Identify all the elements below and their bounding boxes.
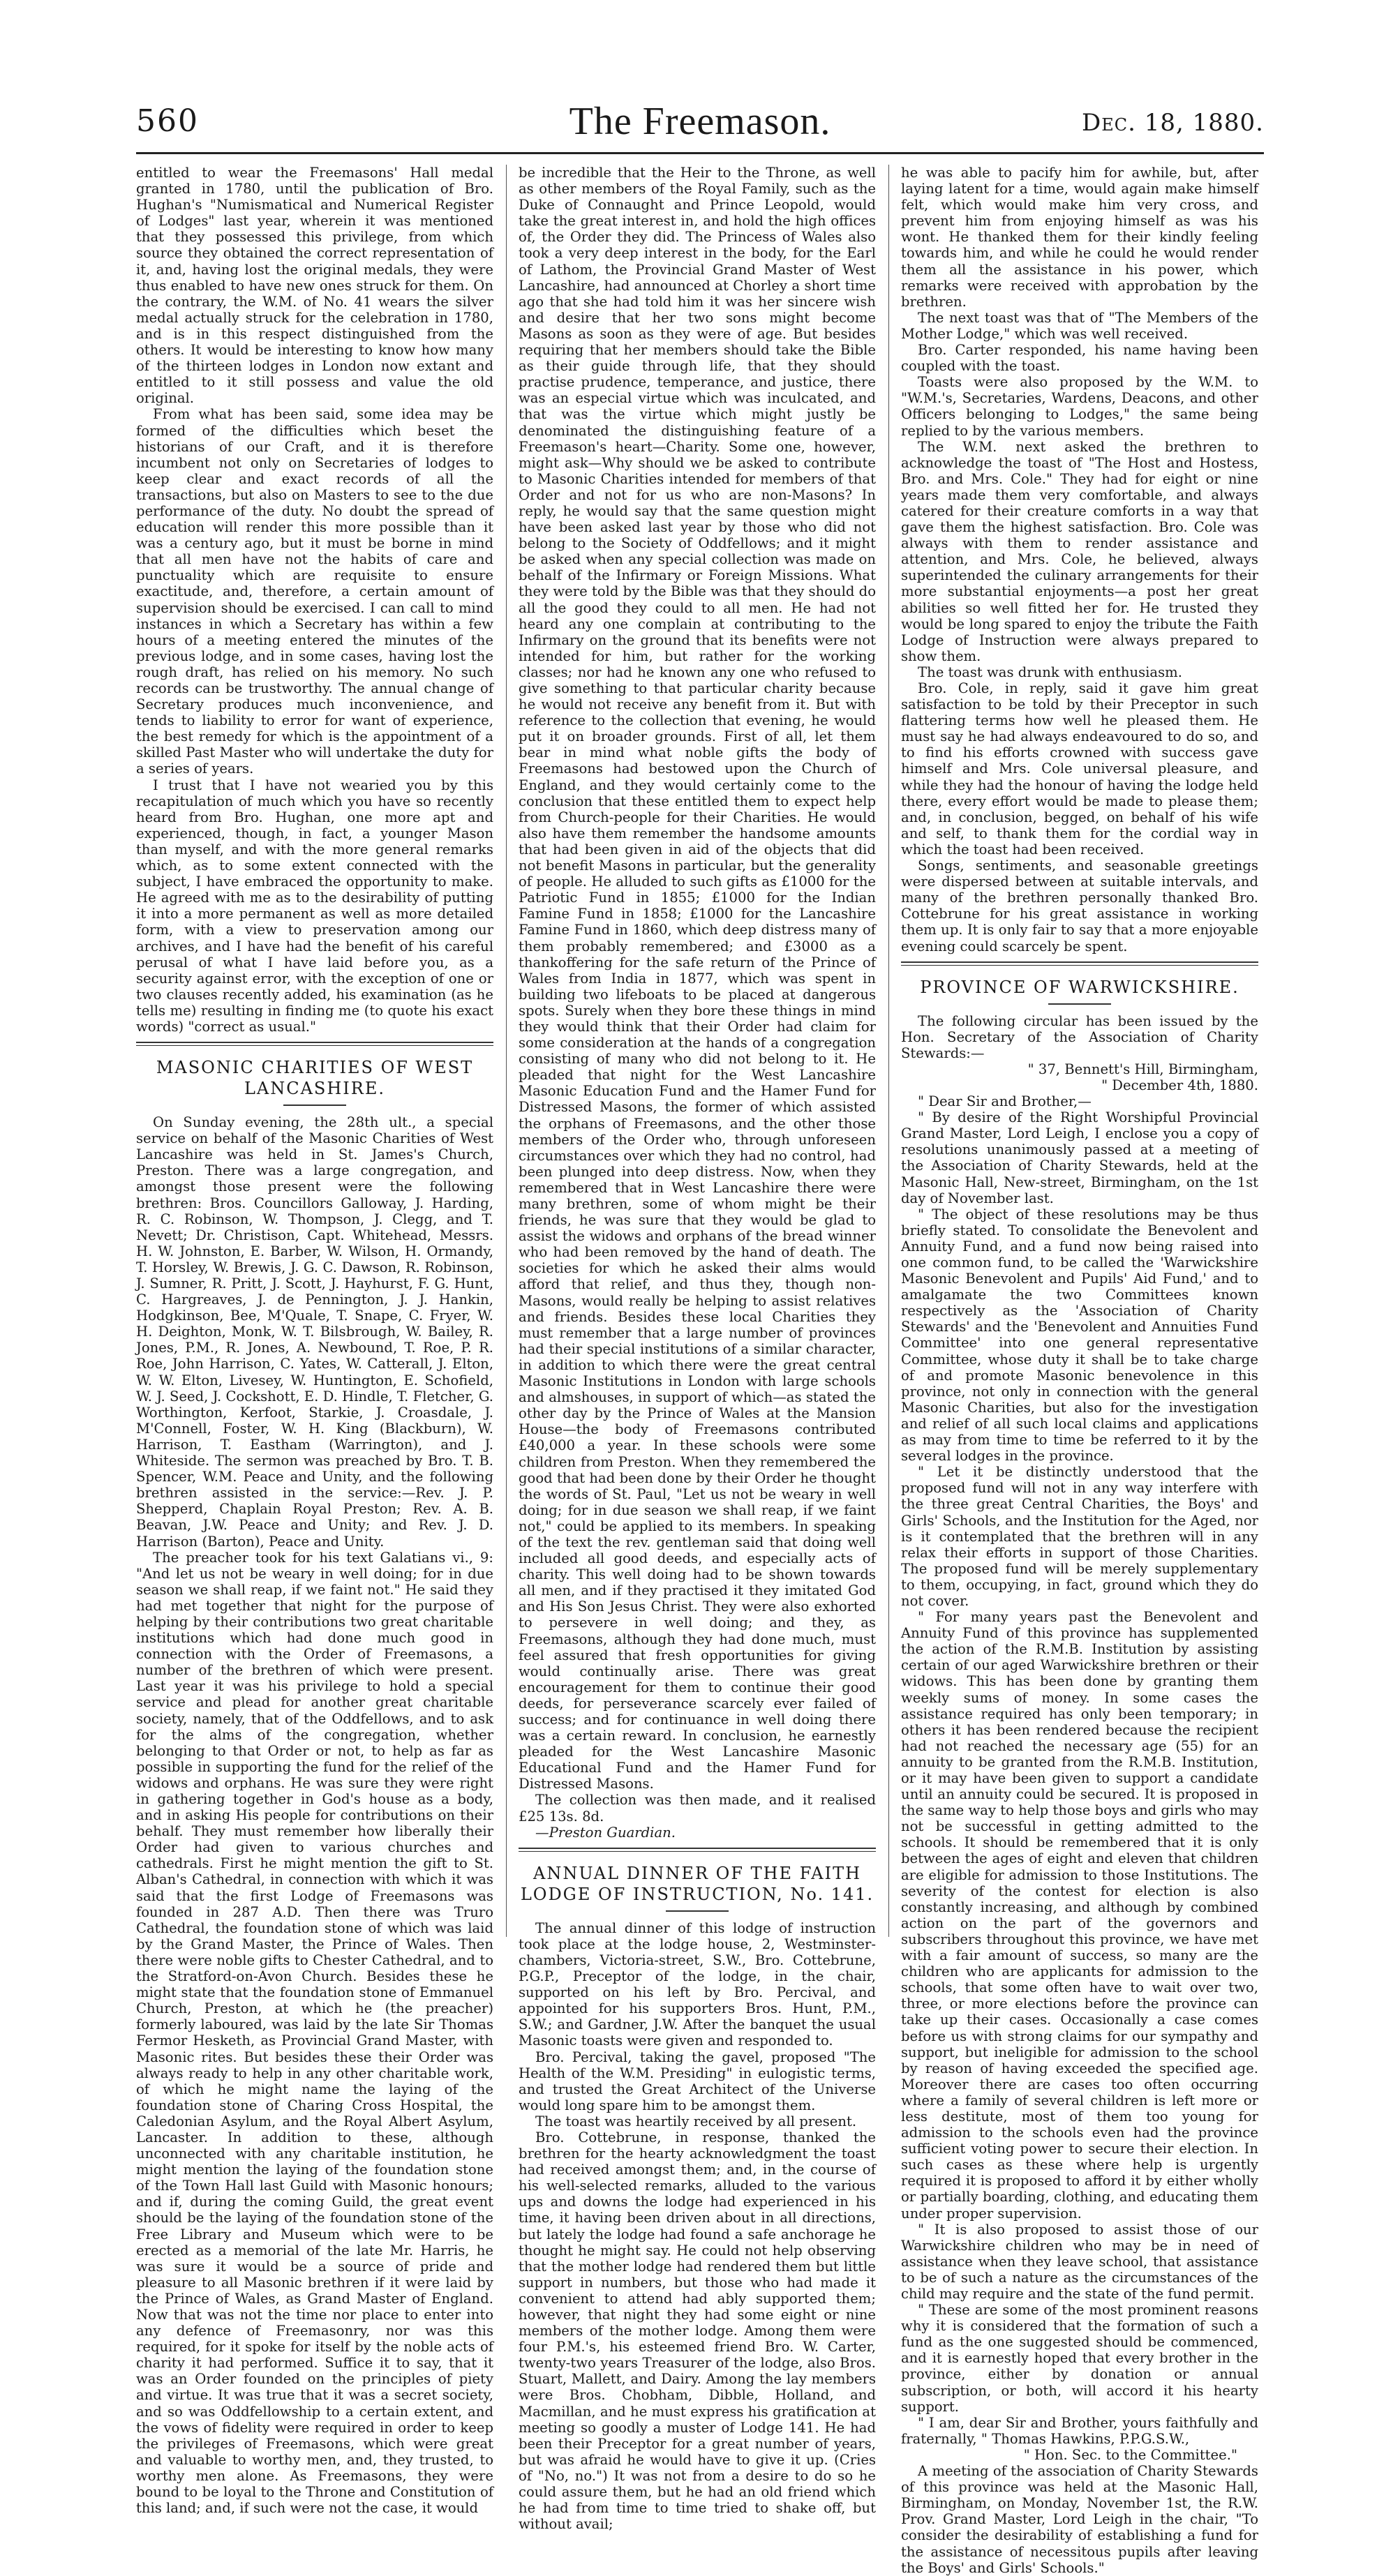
page-number: 560 — [136, 103, 199, 139]
column-2 — [519, 165, 876, 2533]
paragraph: On Sunday evening, the 28th ult., a special service on behalf of the Masonic Charities of West Lancashire was held in St. James's Church, Preston. There was a large congregation, and amongst those present were the following brethren: Bros. Councillors Galloway, J. Harding, R. C. Robinson, W. Thompson, J. Clegg, and T. Nevett; Dr. Christison, Capt. Whitehead, Messrs. H. W. Johnston, E. Barber, W. Wilson, H. Ormandy, T. Horsley, W. Brewis, J. G. C. Dawson, R. Robinson, J. Sumner, R. Pritt, J. Scott, J. Hayhurst, F. G. Hunt, C. Hargreaves, J. de Pennington, J. J. Hankin, Hodgkinson, Bee, M'Quale, T. Snape, C. Fryer, W. H. Deighton, Monk, W. T. Bilsbrough, W. Bailey, R. Jones, P.M., R. Jones, A. Newbound, T. Roe, P. R. Roe, John Harrison, C. Yates, W. Catterall, J. Elton, W. W. Elton, Livesey, W. Huntington, E. Schofield, W. J. Seed, J. Cockshott, E. D. Hindle, T. Fletcher, G. Worthington, Kerfoot, Starkie, J. Croasdale, J. M'Connell, Foster, W. H. King (Blackburn), W. Harrison, T. Eastham (Warrington), and J. Whiteside. The sermon was preached by Bro. T. B. Spencer, W.M. Peace and Unity, and the following brethren assisted in the service:—Rev. J. P. Shepperd, Chaplain Royal Preston; Rev. A. B. Beavan, J.W. Peace and Unity; and Rev. J. D. Harrison (Barton), Peace and Unity. — [136, 1114, 493, 1550]
letter-closing: " I am, dear Sir and Brother, yours faithfully and fraternally, " Thomas Hawkins, P.P.G.S.W., — [901, 2414, 1258, 2447]
section-heading: PROVINCE OF WARWICKSHIRE. — [920, 977, 1239, 997]
paragraph: Bro. Cole, in reply, said it gave him great satisfaction to be told by their Preceptor in such flattering terms how well he pleased them. He must say he had always endeavoured to do so, and to find his efforts crowned with success gave himself and Mrs. Cole universal pleasure, and while they had the honour of having the lodge held there, every effort would be made to please them; and, in conclusion, begged, on behalf of his wife and self, to thank them for the cordial way in which the toast had been received. — [901, 680, 1258, 858]
source-credit: —Preston Guardian. — [535, 1824, 676, 1841]
section-heading: MASONIC CHARITIES OF WEST LANCASHIRE. — [156, 1058, 474, 1099]
section-rule — [519, 1848, 876, 1852]
paragraph: " The object of these resolutions may be thus briefly stated. To consolidate the Benevolent and Annuity Fund, and a fund now being raised into one common fund, to be called the 'Warwickshire Masonic Benevolent and Pupils' Aid Fund,' and to amalgamate the two Committees known respectively as the 'Association of Charity Stewards' and the 'Benevolent and Annuities Fund Committee' into one general representative Committee, whose duty it shall be to take charge of and promote Masonic benevolence in this province, not only in connection with the general Masonic Charities, but also for the investigation and relief of all such local claims and applications as may from time to time be referred to it by the several lodges in the province. — [901, 1206, 1258, 1465]
paragraph: Bro. Carter responded, his name having been coupled with the toast. — [901, 342, 1258, 375]
paragraph: The toast was drunk with enthusiasm. — [918, 664, 1182, 680]
paragraph: Songs, sentiments, and seasonable greetings were dispersed between at suitable intervals, and many of the brethren personally thanked Bro. Cottebrune for his great assistance in working them up. It is only fair to say that a more enjoyable evening could scarcely be spent. — [901, 858, 1258, 954]
heading-rule — [666, 1910, 729, 1912]
column-divider — [506, 165, 507, 1937]
paragraph: " By desire of the Right Worshipful Provincial Grand Master, Lord Leigh, I enclose you a copy of resolutions unanimously passed at a meeting of the Association of Charity Stewards, held at the Masonic Hall, New-street, Birmingham, on the 1st day of November last. — [901, 1109, 1258, 1206]
paragraph: I trust that I have not wearied you by this recapitulation of much which you have so recently heard from Bro. Hughan, one more apt and experienced, though, in fact, a younger Mason than myself, and with the more general remarks which, as to some extent connected with the subject, I have embraced the opportunity to make. He agreed with me as to the desirability of putting it into a more permanent as well as more detailed form, with a view to preservation among our archives, and I have had the benefit of his careful perusal of what I have laid before you, as a security against error, with the exception of one or two clauses recently added, his examination (as he tells me) resulting in finding me (to quote his exact words) "correct as usual." — [136, 777, 493, 1035]
article-columns — [136, 165, 1264, 2576]
paragraph: A meeting of the association of Charity Stewards of this province was held at the Masonic Hall, Birmingham, on Monday, November 1st, the R.W. Prov. Grand Master, Lord Leigh in the chair, "To consider the desirability of establishing a fund for the assistance of necessitous pupils after leaving the Boys' and Girls' Schools." — [901, 2463, 1258, 2576]
header-rule — [136, 152, 1264, 154]
letter-signature: " Hon. Sec. to the Committee." — [1023, 2446, 1237, 2463]
paragraph: " These are some of the most prominent reasons why it is considered that the formation of such a fund as the one suggested should be commenced, and it is earnestly hoped that every brother in the province, either by donation or annual subscription, or both, will accord it his hearty support. — [901, 2302, 1258, 2415]
paragraph: Toasts were also proposed by the W.M. to "W.M.'s, Secretaries, Wardens, Deacons, and other Officers belonging to Lodges," the same being replied to by the various members. — [901, 374, 1258, 439]
paragraph: The collection was then made, and it realised £25 13s. 8d. — [519, 1792, 876, 1825]
paragraph: The W.M. next asked the brethren to acknowledge the toast of "The Host and Hostess, Bro. and Mrs. Cole." They had for eight or nine years made them very comfortable, and always catered for their creature comforts in a way that gave them the highest satisfaction. Bro. Cole was always with them to render assistance and attention, and Mrs. Cole, he believed, always superintended the culinary arrangements for their more substantial enjoyments—a post her great abilities so well fitted her for. He trusted they would be long spared to enjoy the tribute the Faith Lodge of Instruction were always prepared to show them. — [901, 438, 1258, 664]
paragraph: " For many years past the Benevolent and Annuity Fund of this province has supplemented the action of the R.M.B. Institution by assisting certain of our aged Warwickshire brethren or their widows. This has been done by granting them weekly sums of money. In some cases the assistance required has only been temporary; in others it has been rendered because the recipient had not reached the necessary age (55) for an annuity to be granted from the R.M.B. Institution, or it may have been given to support a candidate until an annuity could be secured. It is proposed in the same way to help those boys and girls who may not be successful in getting admitted to the schools. It should be remembered that it is only between the ages of eight and eleven that children are eligible for admission to those Institutions. The severity of the contest for election is also constantly increasing, and although by combined action on the part of the governors and subscribers throughout this province, we have met with a fair amount of success, so many are the children who are applicants for admission to the schools, that some often have to wait over two, three, or more elections before the province can take up their cases. Occasionally a case comes before us with strong claims for our sympathy and support, but ineligible for admission to the school by reason of having exceeded the specified age. Moreover there are cases too often occurring where a family of several children is left more or less destitute, most of them too young for admission to the schools even had the province sufficient voting power to secure their election. In such cases as these where help is urgently required it is proposed to afford it by either wholly or partially boarding, clothing, and educating them under proper supervision. — [901, 1609, 1258, 2222]
paragraph: " It is also proposed to assist those of our Warwickshire children who may be in need of assistance when they leave school, that assistance to be of such a nature as the circumstances of the child may require and the state of the fund permit. — [901, 2221, 1258, 2302]
masthead — [136, 100, 1264, 153]
paragraph: The preacher took for his text Galatians vi., 9: "And let us not be weary in well doing; for in due season we shall reap, if we faint not." He said they had met together that night for the purpose of helping by their contributions two great charitable institutions which had done much good in connection with the Order of Freemasons, a number of the brethren of which were present. Last year it was his privilege to hold a special service and plead for another great charitable society, namely, that of the Oddfellows, and to ask for the alms of the congregation, whether belonging to that Order or not, to help as far as possible in supporting the fund for the relief of the widows and orphans. He was sure they were right in gathering together in God's house as a body, and in asking His people for contributions on their behalf. They must remember how liberally their Order had given to various churches and cathedrals. First he might mention the gift to St. Alban's Cathedral, in connection with which it was said that the first Lodge of Freemasons was founded in 287 A.D. Then there was Truro Cathedral, the foundation stone of which was laid by the Grand Master, the Prince of Wales. Then there were noble gifts to Chester Cathedral, and to the Stratford-on-Avon Church. Besides these he might state that the foundation stone of Emmanuel Church, Preston, at which he (the preacher) formerly laboured, was laid by the late Sir Thomas Fermor Hesketh, as Provincial Grand Master, with Masonic rites. But besides these their Order was always ready to help in any other charitable work, of which he might name the laying of the foundation stone of Charing Cross Hospital, the Caledonian Asylum, and the Royal Albert Asylum, Lancaster. In addition to these, although unconnected with any charitable institution, he might mention the laying of the foundation stone of the Town Hall last Guild with Masonic honours; and if, during the coming Guild, the great event should be the laying of the foundation stone of the Free Library and Museum which were to be erected as a memorial of the late Mr. Harris, he was sure it would be a source of pride and pleasure to all Masonic brethren if it were laid by the Prince of Wales, as Grand Master of England. Now that was not the time nor place to enter into any defence of Freemasonry, nor was this required, for it spoke for itself by the noble acts of charity it had performed. Suffice it to say, that it was an Order founded on the principles of piety and virtue. It was true that it was a secret society, and so was Oddfellowship to a certain extent, and the vows of fidelity were required in order to keep the privileges of Freemasons, which were great and valuable to worthy men, and, they trusted, to worthy men alone. As Freemasons, they were bound to be loyal to the Throne and Constitution of this land; and, if such were not the case, it would — [136, 1549, 493, 2517]
letter-salutation: " Dear Sir and Brother,— — [918, 1093, 1092, 1110]
heading-rule — [1048, 1003, 1111, 1005]
section-rule — [901, 961, 1258, 966]
column-3 — [901, 165, 1258, 2576]
paragraph: The next toast was that of "The Members of the Mother Lodge," which was well received. — [901, 309, 1258, 342]
column-divider — [888, 165, 889, 1937]
heading-rule — [283, 1104, 346, 1106]
paragraph: Bro. Cottebrune, in response, thanked the brethren for the hearty acknowledgment the toast had received amongst them; and, in the course of his well-selected remarks, alluded to the various ups and downs the lodge had experienced in his time, it having been driven about in all directions, but lately the lodge had found a safe anchorage he thought he might say. He could not help observing that the mother lodge had rendered them but little support in numbers, but those who had made it convenient to attend had ably supported them; however, that night they had some eight or nine members of the mother lodge. Among them were four P.M.'s, his esteemed friend Bro. W. Carter, twenty-two years Treasurer of the lodge, also Bros. Stuart, Mallett, and Dairy. Among the lay members were Bros. Chobham, Dibble, Holland, and Macmillan, and he must express his gratification at meeting so goodly a muster of Lodge 141. He had been their Preceptor for a great number of years, but was afraid he would have to give it up. (Cries of "No, no.") It was not from a desire to do so he could assure them, but he had an old friend which he had from time to time tried to shake off, but without avail; — [519, 2129, 876, 2533]
paragraph: The toast was heartily received by all present. — [535, 2113, 857, 2129]
issue-date: Dec. 18, 1880. — [1082, 109, 1264, 137]
paragraph: Bro. Percival, taking the gavel, proposed "The Health of the W.M. Presiding" in eulogistic terms, and trusted the Great Architect of the Universe would long spare him to be amongst them. — [519, 2049, 876, 2113]
section-rule — [136, 1042, 493, 1046]
section-heading: ANNUAL DINNER OF THE FAITH LODGE OF INSTRUCTION, No. 141. — [520, 1863, 874, 1904]
paragraph: be incredible that the Heir to the Throne, as well as other members of the Royal Family, such as the Duke of Connaught and Prince Leopold, would take the great interest in, and hold the high offices of, the Order they did. The Princess of Wales also took a very deep interest in the body, for the Earl of Lathom, the Provincial Grand Master of West Lancashire, had announced at Chorley a short time ago that she had told him it was her sincere wish and desire that her two sons might become Masons as soon as they were of age. But besides requiring that her members should take the Bible as their guide through life, that they should practise prudence, temperance, and justice, there was an especial virtue which was inculcated, and that was the virtue which might justly be denominated the distinguishing feature of a Freemason's heart—Charity. Some one, however, might ask—Why should we be asked to contribute to Masonic Charities intended for members of that Order and not for us who are non-Masons? In reply, he would say that the same question might have been asked last year by those who did not belong to the Society of Oddfellows; and it might be asked when any special collection was made on behalf of the Infirmary or Foreign Missions. What they were told by the Bible was that they should do all the good they could to all men. He had not heard any one complain at contributing to the Infirmary on the ground that its benefits were not intended for him, but rather for the working classes; nor had he known any one who refused to give something to that particular charity because he would not receive any benefit from it. But with reference to the collection that evening, he would put it on broader grounds. First of all, let them bear in mind what noble gifts the body of Freemasons had bestowed upon the Church of England, and they would certainly come to the conclusion that these entitled them to expect help from Church-people for their Charities. He would also have them remember the handsome amounts that had been given in aid of the objects that did not benefit Masons in particular, but the generality of people. He alluded to such gifts as £1000 for the Patriotic Fund in 1855; £1000 for the Indian Famine Fund in 1858; £1000 for the Lancashire Famine Fund in 1860, which deep distress many of them probably remembered; and £3000 as a thankoffering for the safe return of the Prince of Wales from India in 1877, which was spent in building two lifeboats to be placed at dangerous spots. Surely when they bore these things in mind they would think that their Order had claim for some consideration at the hands of a congregation consisting of many who did not belong to it. He pleaded that night for the West Lancashire Masonic Education Fund and the Hamer Fund for Distressed Masons, the former of which assisted the orphans of Freemasons, and the other those members of the Order who, through unforeseen circumstances over which they had no control, had been plunged into deep distress. Now, when they remembered that in West Lancashire there were many brethren, some of whom might be their friends, he was sure that they would be glad to assist the widows and orphans of the bread winner who had been removed by the hand of death. The societies for which he asked their alms would afford that relief, and thus they, though non-Masons, would really be helping to assist relatives and friends. Besides these local Charities they must remember that a large number of provinces had their special institutions of a similar character, in addition to which there were the great central Masonic Institutions in London with large schools and almshouses, in support of which—as stated the other day by the Prince of Wales at the Mansion House—the body of Freemasons contributed £40,000 a year. In these schools were some children from Preston. When they remembered the good that had been done by their Order he thought the words of St. Paul, "Let us not be weary in well doing; for in due season we shall reap, if we faint not," could be applied to its members. In speaking of the text the rev. gentleman said that doing well included all good deeds, and especially acts of charity. This well doing had to be shown towards all men, and if they practised it they imitated God and His Son Jesus Christ. They were also exhorted to persevere in well doing; and they, as Freemasons, although they had done much, must feel assured that fresh opportunities for giving would continually arise. There was great encouragement for them to continue their good deeds, for perseverance scarcely ever failed of success; and for continuance in well doing there was a certain reward. In conclusion, he earnestly pleaded for the West Lancashire Masonic Educational Fund and the Hamer Fund for Distressed Masons. — [519, 165, 876, 1792]
paragraph: The following circular has been issued by the Hon. Secretary of the Association of Charity Stewards:— — [901, 1012, 1258, 1061]
paragraph: he was able to pacify him for awhile, but, after laying latent for a time, would again make himself felt, which would make him very cross, and prevent him from enjoying himself as was his wont. He thanked them for their kindly feeling towards him, and while he could he would render them all the assistance in his power, which remarks were received with approbation by the brethren. — [901, 165, 1258, 310]
paragraph: " Let it be distinctly understood that the proposed fund will not in any way interfere with the three great Central Charities, the Boys' and Girls' Schools, and the Institution for the Aged, nor is it contemplated that the brethren will in any relax their efforts in support of those Charities. The proposed fund will be merely supplementary to them, occupying, in fact, ground which they do not cover. — [901, 1464, 1258, 1609]
column-1 — [136, 165, 493, 2517]
paragraph: The annual dinner of this lodge of instruction took place at the lodge house, 2, Westminster-chambers, Victoria-street, S.W., Bro. Cottebrune, P.G.P., Preceptor of the lodge, in the chair, supported on his left by Bro. Percival, and appointed for his supporters Bros. Hunt, P.M., S.W.; and Gardner, J.W. After the banquet the usual Masonic toasts were given and responded to. — [519, 1919, 876, 2049]
letter-address: " 37, Bennett's Hill, Birmingham, — [1027, 1061, 1258, 1077]
paragraph: From what has been said, some idea may be formed of the difficulties which beset the historians of our Craft, and it is therefore incumbent not only on Secretaries of lodges to keep clear and exact records of all the transactions, but also on Masters to see to the due performance of the duty. No doubt the spread of education will render this more possible than it was a century ago, but it must be borne in mind that all men have not the habits of care and punctuality which are requisite to ensure exactitude, and, therefore, a certain amount of supervision should be exercised. I can call to mind instances in which a Secretary has within a few hours of a meeting entered the minutes of the previous lodge, and in some cases, having lost the rough draft, has relied on his memory. No such records can be trustworthy. The annual change of Secretary produces much inconvenience, and tends to liability to error for want of experience, the best remedy for which is the appointment of a skilled Past Master who will undertake the duty for a series of years. — [136, 406, 493, 777]
paragraph: entitled to wear the Freemasons' Hall medal granted in 1780, until the publication of Bro. Hughan's "Numismatical and Numerical Register of Lodges" last year, wherein it was mentioned that they possessed this privilege, from which source they obtained the correct representation of it, and, having lost the original medals, they were thus enabled to have new ones struck for them. On the contrary, the W.M. of No. 41 wears the silver medal actually struck for the celebration in 1780, and is in this respect distinguished from the others. It would be interesting to know how many of the thirteen lodges in London now extant and entitled to it still possess and value the old original. — [136, 165, 493, 407]
newspaper-title: The Freemason. — [569, 100, 831, 143]
letter-date: " December 4th, 1880. — [1101, 1077, 1258, 1093]
